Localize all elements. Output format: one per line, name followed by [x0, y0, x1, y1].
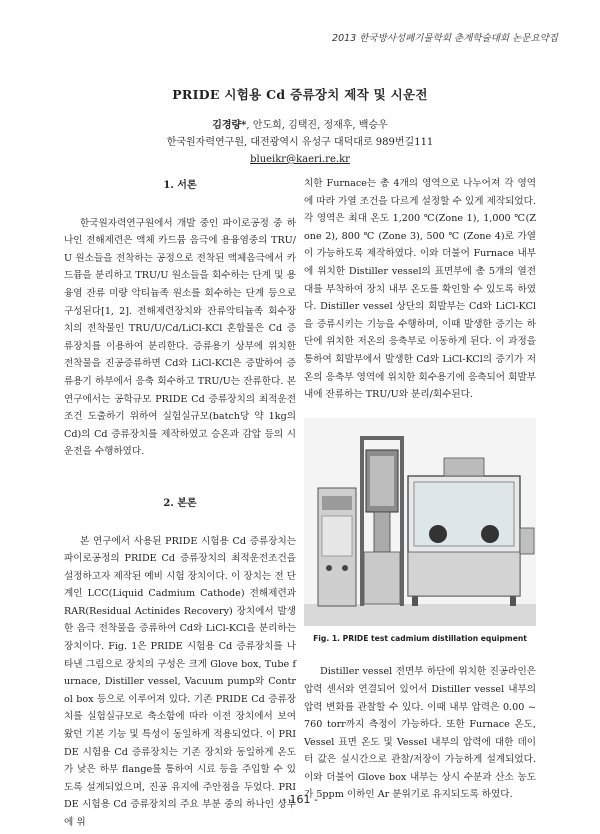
equipment-photo — [304, 418, 536, 626]
author-line — [0, 117, 600, 134]
author-block — [0, 117, 600, 168]
figure-caption: Fig. 1. PRIDE test cadmium distillation equipment — [313, 633, 527, 643]
left-column — [64, 175, 296, 832]
conference-header: 2013 한국방사성폐기물학회 춘계학술대회 논문요약집 — [332, 33, 558, 44]
right-column — [304, 175, 536, 804]
equipment-figure — [304, 418, 536, 626]
intro-heading: 1. 서론 — [163, 180, 197, 191]
right-paragraph-1: 치한 Furnace는 총 4개의 영역으로 나누어져 각 영역에 따라 가열 조건을 다르게 설정할 수 있게 제작되었다. 각 영역은 최대 온도 1,200 ℃(Zone 1), 1,000 ℃(Zone 2), 800 ℃ (Zone 3), 500 ℃ (Zone 4)로 가열이 가능하도록 제작하였다. 이와 더불어 Furnace 내부에 위치한 Distiller vessel의 표면부에 총 5개의 열전대를 부착하여 장치 내부 온도를 확인할 수 있도록 하였다. Distiller vessel 상단의 회발부는 Cd와 LiCl-KCl을 증류시키는 기능을 수행하며, 이때 발생한 증기는 하단에 위치한 저온의 응축부로 이동하게 된다. 이 과정을 통하여 회발부에서 발생한 Cd와 LiCl-KCl의 증기가 저온의 응축부 영역에 위치한 회수용기에 응축되어 회발부내에 잔류하는 TRU/U와 분리/회수된다. — [304, 178, 536, 401]
body-heading: 2. 본론 — [163, 497, 197, 509]
lead-author: 김경량* — [212, 120, 247, 131]
intro-paragraph: 한국원자력연구원에서 개발 중인 파이로공정 중 하나인 전해제련은 액체 카드뮴 음극에 용융염중의 TRU/U 원소들을 전착하는 공정으로 전착된 액체음극에서 카드뮴을 분리하고 TRU/U 원소들을 회수하는 단계 및 용융염 잔류 미량 악티늄족 원소를 회수하는 단계 등으로 구성된다[1, 2]. 전해제련장치와 잔류악티늄족 회수장치의 전착물인 TRU/U/Cd/LiCl-KCl 혼합물은 Cd 증류장치를 이용하여 분리한다. 증류용기 상부에 위치한 전착물을 진공증류하면 Cd와 LiCl-KCl은 증발하여 증류용기 하부에서 응축 회수하고 TRU/U는 잔류한다. 본 연구에서는 공학규모 PRIDE Cd 증류장치의 최적운전조건 도출하기 위하여 실험실규모(batch당 약 1kg의 Cd)의 Cd 증류장치를 제작하였고 승온과 감압 등의 시운전을 수행하였다. — [64, 217, 296, 458]
co-authors: , 안도희, 김택진, 정재후, 백승우 — [246, 120, 388, 131]
page-number: - 161 - — [282, 793, 318, 806]
body-paragraph: 본 연구에서 사용된 PRIDE 시험용 Cd 증류장치는 파이로공정의 PRIDE Cd 증류장치의 최적운전조건을 설정하고자 제작된 예비 시험 장치이다. 이 장치는 전 단계인 LCC(Liquid Cadmium Cathode) 전해제련과 RAR(Residual Actinides Recovery) 장치에서 발생한 음극 전착물을 증류하여 Cd와 LiCl-KCl을 분리하는 장치이다. Fig. 1은 PRIDE 시험용 Cd 증류장치를 나타낸 그림으로 장치의 구성은 크게 Glove box, Tube furnace, Distiller vessel, Vacuum pump와 Control box 등으로 이루어져 있다. 기존 PRIDE Cd 증류장치를 실험실규모로 축소함에 따라 이전 장치에서 보여 왔던 기본 기능 및 특성이 동일하게 적용되었다. 이 PRIDE 시험용 Cd 증류장치는 기존 장치와 동일하게 온도가 낮은 하부 flange를 통하여 시료 등을 주입할 수 있도록 설계되었으며, 진공 유지에 주안점을 두었다. PRIDE 시험용 Cd 증류장치의 주요 부분 중의 하나인 상부에 위 — [64, 535, 296, 828]
affiliation: 한국원자력연구원, 대전광역시 유성구 대덕대로 989번길111 — [166, 137, 434, 148]
paper-title: PRIDE 시험용 Cd 증류장치 제작 및 시운전 — [172, 87, 428, 102]
author-email: blueikr@kaeri.re.kr — [250, 154, 350, 165]
right-paragraph-2: Distiller vessel 전면부 하단에 위치한 진공라인은 압력 센서와 연결되어 있어서 Distiller vessel 내부의 압력 변화를 관찰할 수 있다. 이때 내부 압력은 0.00 ~ 760 torr까지 측정이 가능하다. 또한 Furnace 온도, Vessel 표면 온도 및 Vessel 내부의 압력에 대한 데이터 값은 실시간으로 관찰/저장이 가능하게 설계되었다. 이와 더불어 Glove box 내부는 상시 수분과 산소 농도가 5ppm 이하인 Ar 분위기로 유지되도록 하였다. — [304, 666, 536, 801]
